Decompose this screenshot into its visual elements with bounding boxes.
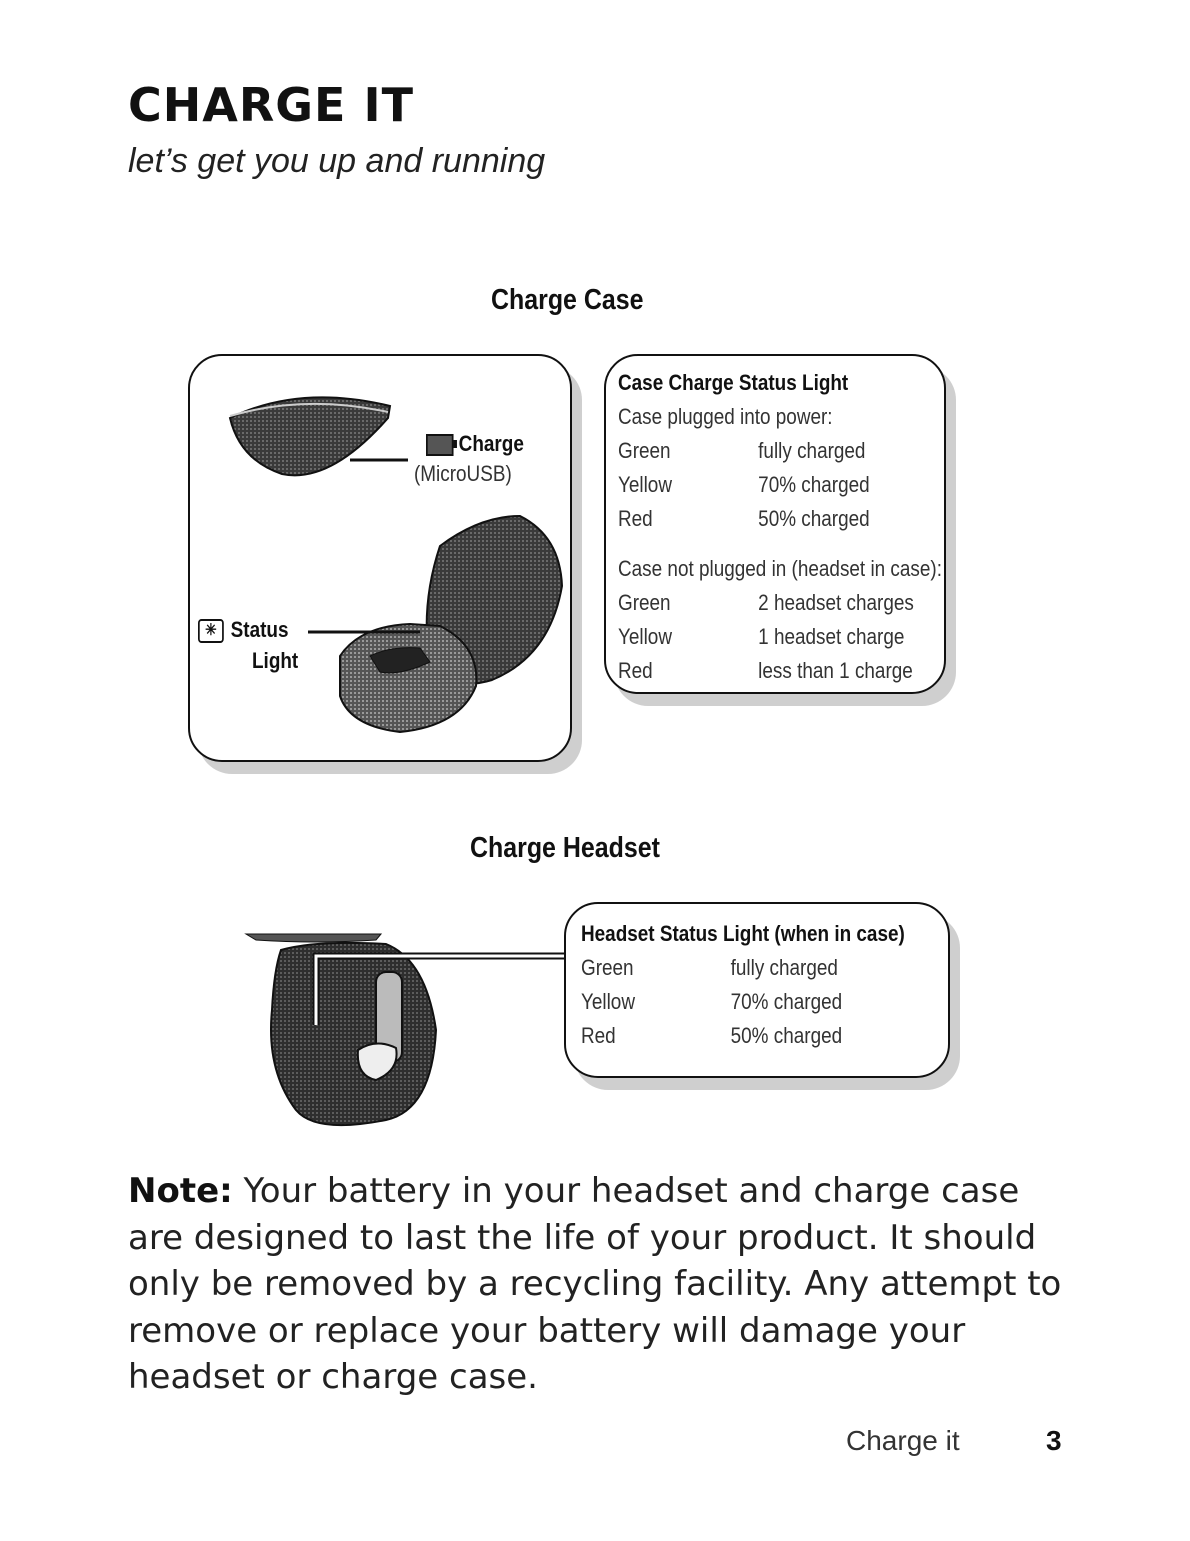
status-callout [198,617,289,643]
table-row: Yellow 70% charged [581,989,843,1014]
open-case-base-image [340,624,476,732]
table-row: Red 50% charged [618,506,870,531]
table-row: Yellow 70% charged [618,472,870,497]
status-label: Status [230,617,289,642]
page-number: 3 [1046,1425,1062,1456]
case-open-image [271,943,436,1125]
case-charge-status-table [618,366,942,688]
case-group1-label: Case plugged into power: [618,404,833,429]
case-group2-label: Case not plugged in (headset in case): [618,556,942,581]
headset-in-case-illustration [236,920,566,1140]
table-row: Red 50% charged [581,1023,843,1048]
status-key-icon: ✳ [198,619,224,643]
charge-case-heading: Charge Case [491,284,644,316]
page-title: CHARGE IT [128,78,414,132]
battery-charge-icon [426,434,454,456]
microusb-label: (MicroUSB) [414,461,512,486]
table-row: Green 2 headset charges [618,590,914,615]
charge-case-illustration [190,356,570,760]
charge-headset-heading: Charge Headset [470,832,660,864]
page-subtitle: let’s get you up and running [128,142,546,180]
headset-table-title: Headset Status Light (when in case) [581,921,905,946]
case-lid-edge-image [246,934,381,942]
note-label: Note: [128,1171,233,1211]
headset-status-table [581,917,905,1053]
table-row: Green fully charged [581,955,838,980]
light-label: Light [252,648,299,673]
table-row: Yellow 1 headset charge [618,624,905,649]
charge-label: Charge [458,431,524,456]
note-text: Your battery in your headset and charge case are designed to last the life of your product. It should only be removed by a recycling facility. Any attempt to remove or replace your battery will damage your headset or charge case. [128,1171,1062,1397]
charge-callout [426,431,524,457]
footer-section-label: Charge it [846,1425,960,1456]
table-row: Green fully charged [618,438,866,463]
battery-note [128,1168,1078,1401]
case-table-title: Case Charge Status Light [618,370,849,395]
charge-case-illustration-box [188,354,572,762]
table-row: Red less than 1 charge [618,658,913,683]
